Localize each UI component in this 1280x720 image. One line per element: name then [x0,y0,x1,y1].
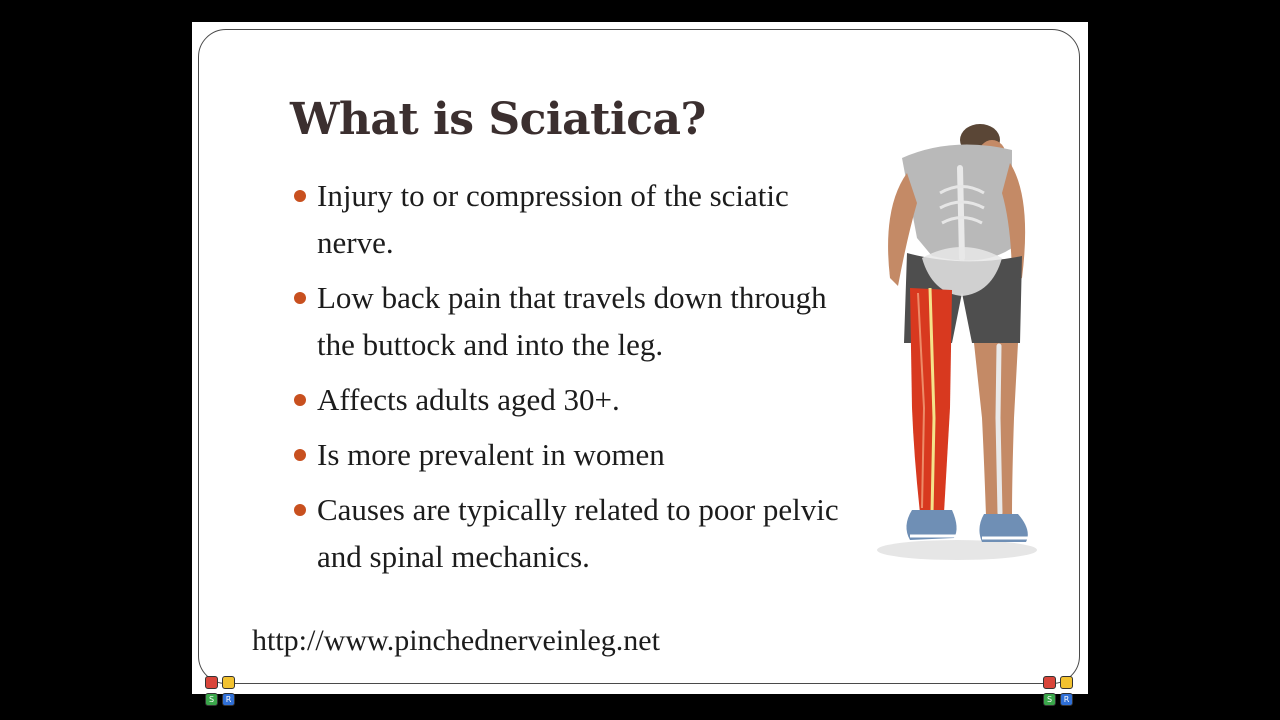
slide-nav-right [1043,676,1073,706]
nav-prev-button[interactable] [205,676,218,689]
bullet-icon [294,190,306,202]
bullet-item [292,486,872,580]
bullet-icon [294,504,306,516]
nav-r-button[interactable]: R [222,693,235,706]
floor-shadow [877,540,1037,560]
bullet-item [292,431,872,478]
nav-r-button[interactable]: R [1060,693,1073,706]
bullet-text: Is more prevalent in women [317,437,665,472]
bullet-text: Injury to or compression of the sciatic nerve. [317,178,789,260]
bullet-text: Low back pain that travels down through the buttock and into the leg. [317,280,827,362]
source-url[interactable]: http://www.pinchednerveinleg.net [252,624,660,657]
sciatic-nerve-anatomy-figure [862,118,1042,568]
nav-next-button[interactable] [222,676,235,689]
bullet-text: Causes are typically related to poor pelvic and spinal mechanics. [317,492,839,574]
bullet-list [292,172,872,588]
bullet-item [292,172,872,266]
slide-nav-left [205,676,235,706]
nav-s-button[interactable]: S [1043,693,1056,706]
bullet-text: Affects adults aged 30+. [317,382,620,417]
nav-s-button[interactable]: S [205,693,218,706]
slide [192,22,1088,694]
nav-next-button[interactable] [1060,676,1073,689]
bullet-item [292,274,872,368]
bullet-icon [294,292,306,304]
slide-title: What is Sciatica? [290,94,706,145]
nav-prev-button[interactable] [1043,676,1056,689]
bullet-icon [294,449,306,461]
bullet-icon [294,394,306,406]
bullet-item [292,376,872,423]
